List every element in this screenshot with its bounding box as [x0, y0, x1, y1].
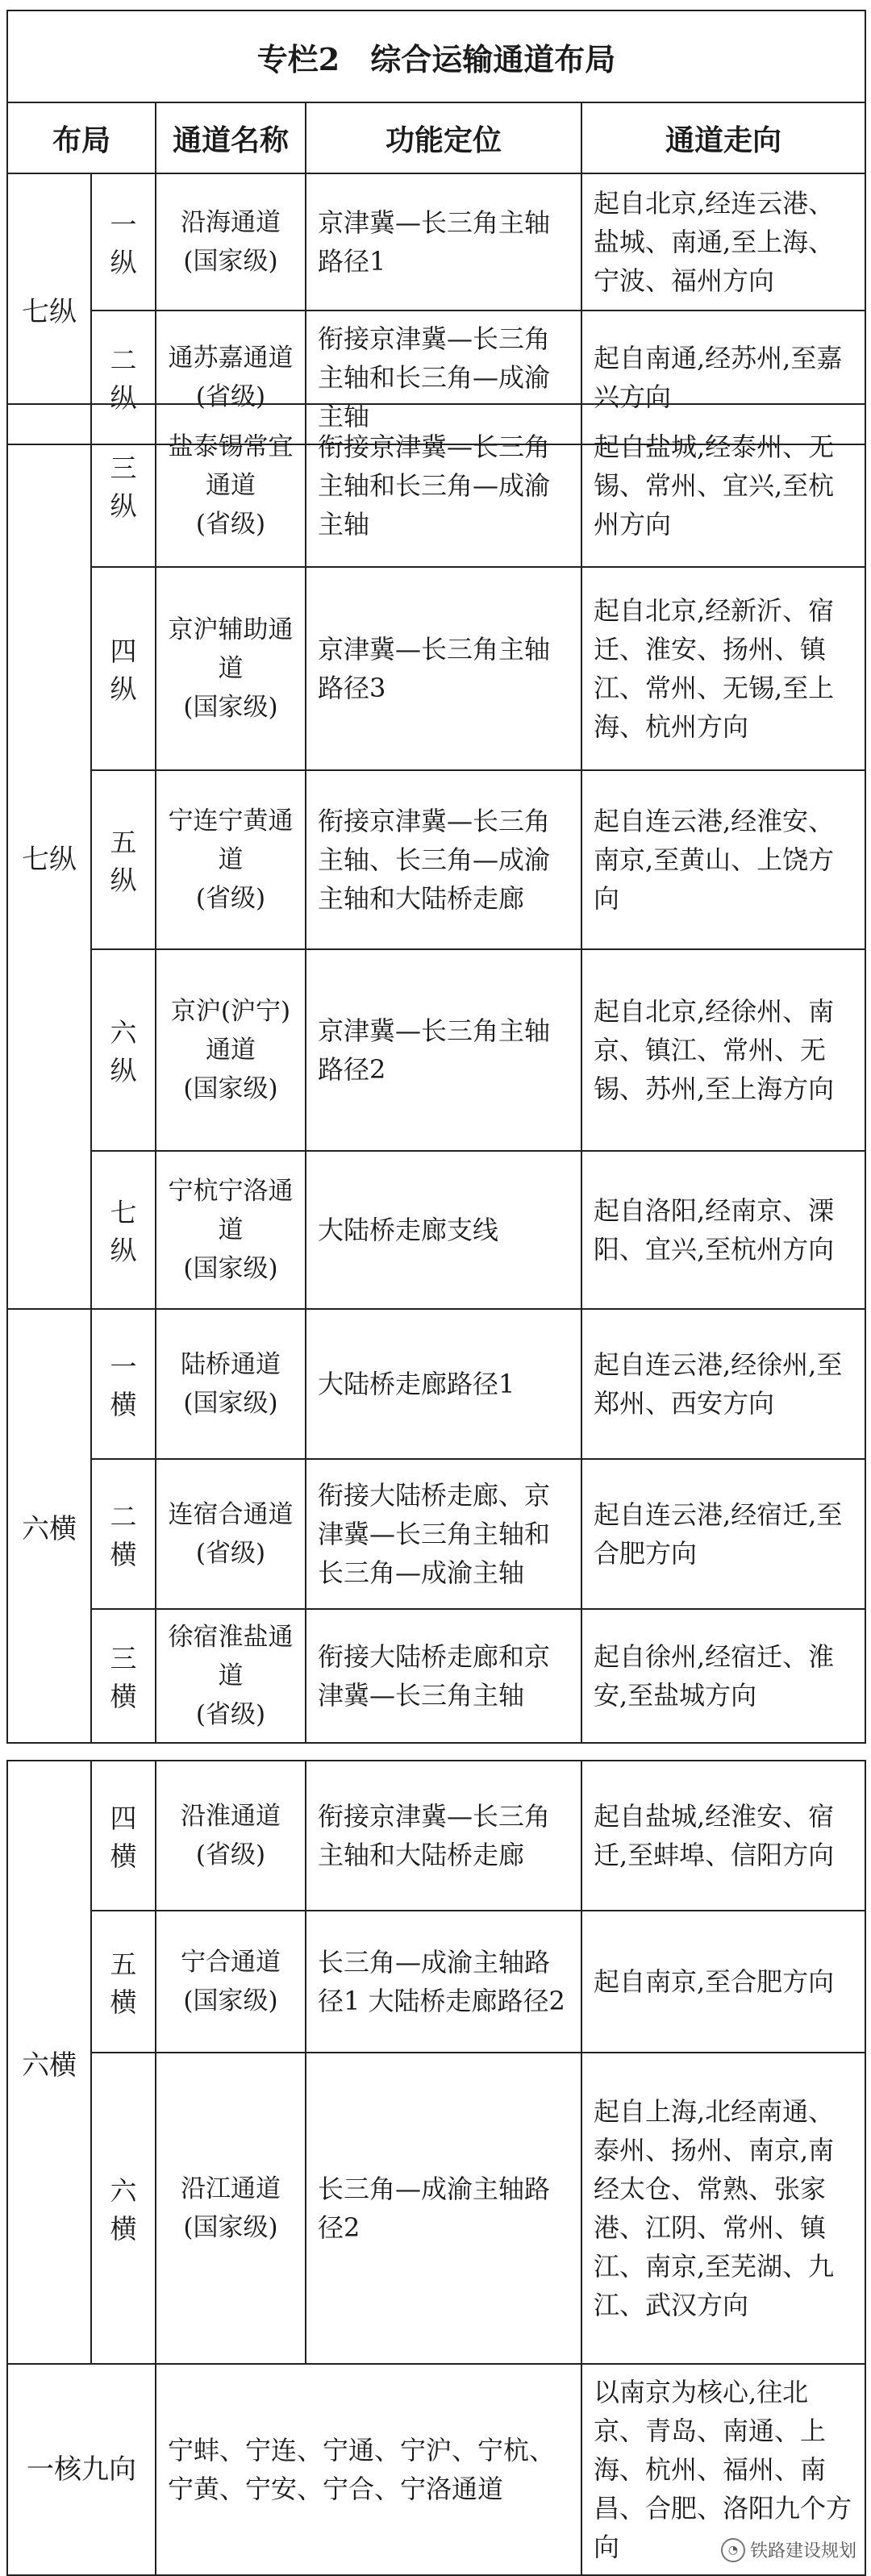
corridor-function: 京津冀—长三角主轴路径2 [306, 949, 581, 1151]
row-order: 三横 [91, 1609, 156, 1743]
table-row [7, 770, 865, 949]
corridor-table-part-2 [6, 403, 866, 1744]
watermark [721, 2537, 856, 2562]
corridor-function: 大陆桥走廊路径1 [306, 1309, 581, 1459]
table-row [7, 567, 865, 770]
group-label: 六横 [7, 1761, 91, 2364]
corridor-function: 衔接大陆桥走廊、京津冀—长三角主轴和长三角—成渝主轴 [306, 1459, 581, 1609]
corridor-route: 起自盐城,经泰州、无锡、常州、宜兴,至杭州方向 [581, 404, 865, 567]
corridor-name: 陆桥通道 (国家级) [156, 1309, 306, 1459]
row-order: 四横 [91, 1761, 156, 1911]
corridor-function: 衔接京津冀—长三角主轴和长三角—成渝主轴 [306, 404, 581, 567]
corridor-route: 起自徐州,经宿迁、淮安,至盐城方向 [581, 1609, 865, 1743]
table-row [7, 2053, 865, 2364]
row-order: 三纵 [91, 404, 156, 567]
table-row [7, 1459, 865, 1609]
header-function: 功能定位 [306, 102, 581, 173]
row-order: 六纵 [91, 949, 156, 1151]
corridor-route: 起自南通,经苏州,至嘉兴方向 [581, 311, 865, 444]
table-row [7, 1609, 865, 1743]
corridor-route: 起自连云港,经徐州,至郑州、西安方向 [581, 1309, 865, 1459]
corridor-route: 起自上海,北经南通、泰州、扬州、南京,南经太仓、常熟、张家港、江阴、常州、镇江、南京,至芜湖、九江、武汉方向 [581, 2053, 865, 2364]
header-layout: 布局 [7, 102, 156, 173]
row-order: 六横 [91, 2053, 156, 2364]
corridor-route: 起自连云港,经淮安、南京,至黄山、上饶方向 [581, 770, 865, 949]
corridor-route: 起自北京,经徐州、南京、镇江、常州、无锡、苏州,至上海方向 [581, 949, 865, 1151]
group-label: 七纵 [7, 173, 91, 444]
corridor-name: 通苏嘉通道 (省级) [156, 311, 306, 444]
chat-bubble-icon: ◔ [721, 2538, 745, 2562]
table-row [7, 1911, 865, 2053]
corridor-function: 衔接京津冀—长三角主轴和大陆桥走廊 [306, 1761, 581, 1911]
corridor-table-part-3 [6, 1760, 866, 2576]
header-name: 通道名称 [156, 102, 306, 173]
corridor-name: 宁合通道 (国家级) [156, 1911, 306, 2053]
corridor-name: 京沪(沪宁)通道 (国家级) [156, 949, 306, 1151]
corridor-route: 起自北京,经新沂、宿迁、淮安、扬州、镇江、常州、无锡,至上海、杭州方向 [581, 567, 865, 770]
row-order: 四纵 [91, 567, 156, 770]
hub-route: 以南京为核心,往北京、青岛、南通、上海、杭州、福州、南昌、合肥、洛阳九个方向 [581, 2364, 865, 2575]
corridor-name: 宁杭宁洛通道 (国家级) [156, 1151, 306, 1309]
row-order: 一横 [91, 1309, 156, 1459]
corridor-name: 宁连宁黄通道 (省级) [156, 770, 306, 949]
hub-label: 一核九向 [7, 2364, 156, 2575]
header-route: 通道走向 [581, 102, 865, 173]
watermark-text: 铁路建设规划 [749, 2541, 856, 2561]
row-order: 七纵 [91, 1151, 156, 1309]
table-row [7, 404, 865, 567]
hub-corridors: 宁蚌、宁连、宁通、宁沪、宁杭、宁黄、宁安、宁合、宁洛通道 [156, 2364, 581, 2575]
corridor-route: 起自洛阳,经南京、溧阳、宜兴,至杭州方向 [581, 1151, 865, 1309]
corridor-route: 起自南京,至合肥方向 [581, 1911, 865, 2053]
corridor-function: 长三角—成渝主轴路径1 大陆桥走廊路径2 [306, 1911, 581, 2053]
corridor-function: 大陆桥走廊支线 [306, 1151, 581, 1309]
corridor-name: 沿淮通道 (省级) [156, 1761, 306, 1911]
corridor-function: 衔接京津冀—长三角主轴、长三角—成渝主轴和大陆桥走廊 [306, 770, 581, 949]
row-order: 二纵 [91, 311, 156, 444]
group-label: 六横 [7, 1309, 91, 1743]
corridor-table-part-1 [6, 10, 866, 445]
table-row [7, 1151, 865, 1309]
table-row [7, 173, 865, 311]
corridor-function: 京津冀—长三角主轴路径1 [306, 173, 581, 311]
table-row [7, 1761, 865, 1911]
corridor-route: 起自盐城,经淮安、宿迁,至蚌埠、信阳方向 [581, 1761, 865, 1911]
row-order: 五纵 [91, 770, 156, 949]
row-order: 二横 [91, 1459, 156, 1609]
corridor-name: 连宿合通道 (省级) [156, 1459, 306, 1609]
group-label: 七纵 [7, 404, 91, 1309]
corridor-name: 徐宿淮盐通道 (省级) [156, 1609, 306, 1743]
row-order: 一纵 [91, 173, 156, 311]
corridor-function: 衔接大陆桥走廊和京津冀—长三角主轴 [306, 1609, 581, 1743]
row-order: 五横 [91, 1911, 156, 2053]
corridor-name: 京沪辅助通道 (国家级) [156, 567, 306, 770]
corridor-function: 京津冀—长三角主轴路径3 [306, 567, 581, 770]
corridor-function: 衔接京津冀—长三角主轴和长三角—成渝主轴 [306, 311, 581, 444]
corridor-route: 起自北京,经连云港、盐城、南通,至上海、宁波、福州方向 [581, 173, 865, 311]
corridor-name: 沿江通道 (国家级) [156, 2053, 306, 2364]
table-row [7, 1309, 865, 1459]
corridor-route: 起自连云港,经宿迁,至合肥方向 [581, 1459, 865, 1609]
corridor-function: 长三角—成渝主轴路径2 [306, 2053, 581, 2364]
corridor-name: 沿海通道 (国家级) [156, 173, 306, 311]
corridor-name: 盐泰锡常宜通道 (省级) [156, 404, 306, 567]
table-row [7, 949, 865, 1151]
table-title: 专栏2 综合运输通道布局 [7, 10, 865, 102]
